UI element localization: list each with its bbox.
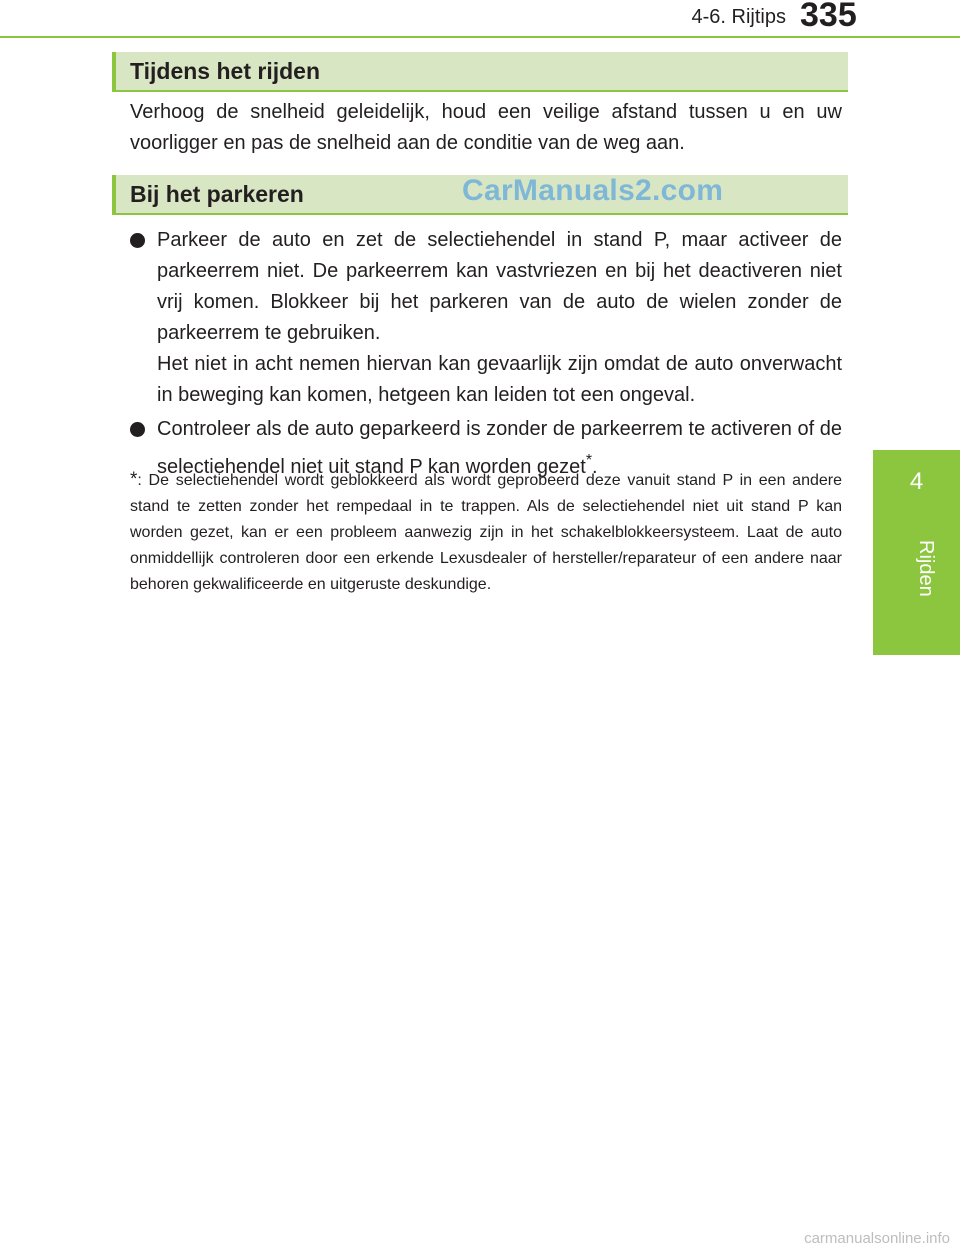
section-title: Tijdens het rijden xyxy=(130,58,320,84)
bullet-note: Het niet in acht nemen hiervan kan gevaarlijk zijn omdat de auto onverwacht in beweging kan komen, hetgeen kan leiden tot een ongeval. xyxy=(157,353,842,406)
bottom-watermark: carmanualsonline.info xyxy=(804,1230,950,1247)
footnote xyxy=(130,467,842,598)
watermark-logo: CarManuals2.com xyxy=(462,174,724,207)
bullet-text: Parkeer de auto en zet de selectiehendel in stand P, maar activeer de parkeerrem niet. De parkeerrem kan vastvriezen en bij het deactiveren niet vrij komen. Blokkeer bij het parkeren van de auto de wielen zonder de parkeerrem te gebruiken. xyxy=(157,229,842,344)
bullet-text: Controleer als de auto geparkeerd is zonder de parkeerrem te activeren of de selectiehendel niet uit stand P kan worden gezet xyxy=(157,418,842,478)
chapter-label: Rijden xyxy=(915,540,937,597)
bullet-end: . xyxy=(592,456,598,478)
header-rule xyxy=(0,36,960,38)
section-bar-driving xyxy=(112,52,848,92)
intro-paragraph: Verhoog de snelheid geleidelijk, houd een veilige afstand tussen u en uw voorligger en pas de snelheid aan de conditie van de weg aan. xyxy=(130,101,842,154)
header-section-title: 4-6. Rijtips xyxy=(691,6,786,28)
bullet-icon xyxy=(130,233,145,248)
section-title: Bij het parkeren xyxy=(130,181,304,207)
bullet-list xyxy=(130,225,842,486)
footnote-mark: * xyxy=(130,469,138,490)
footnote-text: : De selectiehendel wordt geblokkeerd als wordt geprobeerd deze vanuit stand P in een andere stand te zetten zonder het rempedaal in te trappen. Als de selectiehendel niet uit stand P kan worden gezet, kan er een probleem aanwezig zijn in het schakelblokkeersysteem. Laat de auto onmiddellijk controleren door een erkende Lexusdealer of hersteller/reparateur of een andere naar behoren gekwalificeerde en uitgeruste deskundige. xyxy=(130,472,842,593)
footnote-reference: * xyxy=(585,452,593,469)
page-number: 335 xyxy=(800,0,857,34)
list-item xyxy=(130,225,842,411)
chapter-side-tab xyxy=(873,450,960,655)
bullet-icon xyxy=(130,422,145,437)
chapter-number: 4 xyxy=(909,468,924,495)
